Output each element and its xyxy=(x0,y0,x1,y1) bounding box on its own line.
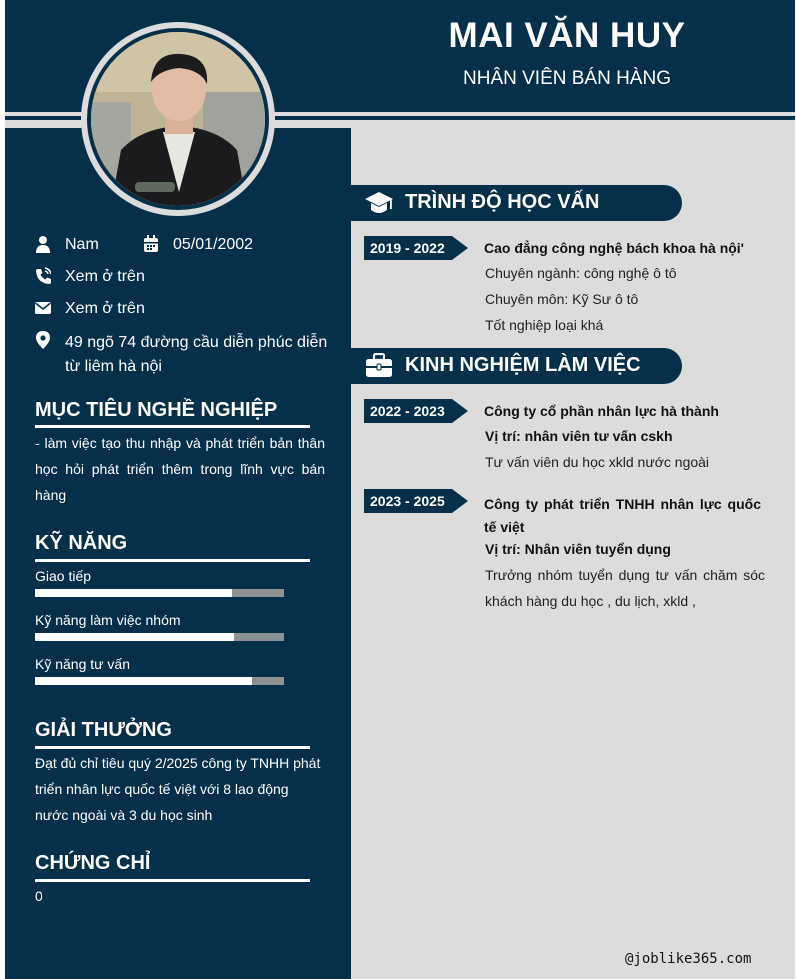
certificates-heading: CHỨNG CHỈ xyxy=(35,852,151,874)
experience-position: Vị trí: nhân viên tư vấn cskh xyxy=(485,428,673,444)
skill-label: Kỹ năng tư vấn xyxy=(35,656,130,672)
birthday-item xyxy=(143,235,303,255)
address-text: 49 ngõ 74 đường cầu diễn phúc diễn từ liêm hà nội xyxy=(65,334,328,375)
briefcase-icon xyxy=(365,353,393,379)
awards-text: Đạt đủ chỉ tiêu quý 2/2025 công ty TNHH phát triển nhân lực quốc tế việt với 8 lao động nước ngoài và 3 du học sinh xyxy=(35,755,321,823)
avatar-frame xyxy=(81,22,275,216)
experience-years: 2022 - 2023 xyxy=(370,403,445,419)
education-major: Chuyên ngành: công nghệ ô tô xyxy=(485,265,677,281)
skills-rule xyxy=(35,559,310,562)
experience-company: Công ty cổ phần nhân lực hà thành xyxy=(484,403,719,419)
cv-page xyxy=(5,0,795,979)
email-icon xyxy=(35,299,51,317)
avatar xyxy=(91,32,265,206)
calendar-icon xyxy=(143,235,159,253)
location-icon xyxy=(35,331,51,349)
objective-rule xyxy=(35,425,310,428)
skill-bar xyxy=(35,677,284,685)
candidate-job-title: NHÂN VIÊN BÁN HÀNG xyxy=(463,68,671,89)
phone-icon xyxy=(35,267,51,285)
objective-heading: MỤC TIÊU NGHỀ NGHIỆP xyxy=(35,399,278,421)
graduation-cap-icon xyxy=(365,190,393,216)
objective-text: - làm việc tạo thu nhập và phát triển bản thân học hỏi phát triển thêm trong lĩnh vực bán hàng xyxy=(35,435,325,503)
experience-years: 2023 - 2025 xyxy=(370,493,445,509)
certificates-rule xyxy=(35,879,310,882)
experience-heading: KINH NGHIỆM LÀM VIỆC xyxy=(405,354,641,376)
education-section-header xyxy=(351,185,682,221)
certificates-text: 0 xyxy=(35,888,43,904)
experience-section-header xyxy=(351,348,682,384)
skill-bar-fill xyxy=(35,589,232,597)
user-icon xyxy=(35,235,51,253)
education-years-tag xyxy=(364,236,468,260)
skill-bar xyxy=(35,633,284,641)
education-school: Cao đẳng công nghệ bách khoa hà nội' xyxy=(484,240,745,256)
experience-description: Tư vấn viên du học xkld nước ngoài xyxy=(485,454,710,470)
skill-bar-fill xyxy=(35,633,234,641)
experience-years-tag xyxy=(364,399,468,423)
awards-heading: GIẢI THƯỞNG xyxy=(35,719,172,741)
education-graduation: Tốt nghiệp loại khá xyxy=(485,317,604,333)
address-item xyxy=(35,331,335,379)
email-item xyxy=(35,299,235,319)
skills-heading: KỸ NĂNG xyxy=(35,532,128,554)
watermark: @joblike365.com xyxy=(625,951,752,967)
awards-rule xyxy=(35,746,310,749)
experience-position: Vị trí: Nhân viên tuyển dụng xyxy=(485,541,671,557)
education-years: 2019 - 2022 xyxy=(370,240,445,256)
phone-text: Xem ở trên xyxy=(65,268,145,285)
experience-description: Trưởng nhóm tuyển dụng tư vấn chăm sóc khách hàng du học , du lịch, xkld , xyxy=(485,567,765,609)
avatar-photo xyxy=(91,32,265,206)
skill-bar-fill xyxy=(35,677,252,685)
gender-text: Nam xyxy=(65,236,99,253)
phone-item xyxy=(35,267,235,287)
education-heading: TRÌNH ĐỘ HỌC VẤN xyxy=(405,191,600,213)
email-text: Xem ở trên xyxy=(65,300,145,317)
candidate-name: MAI VĂN HUY xyxy=(448,16,686,55)
gender-item xyxy=(35,235,145,255)
skill-label: Giao tiếp xyxy=(35,568,92,584)
skill-bar xyxy=(35,589,284,597)
experience-company: Công ty phát triển TNHH nhân lực quốc tế việt xyxy=(484,496,761,535)
skill-label: Kỹ năng làm việc nhóm xyxy=(35,612,181,628)
experience-years-tag xyxy=(364,489,468,513)
education-specialty: Chuyên môn: Kỹ Sư ô tô xyxy=(485,291,639,307)
birthday-text: 05/01/2002 xyxy=(173,236,254,253)
